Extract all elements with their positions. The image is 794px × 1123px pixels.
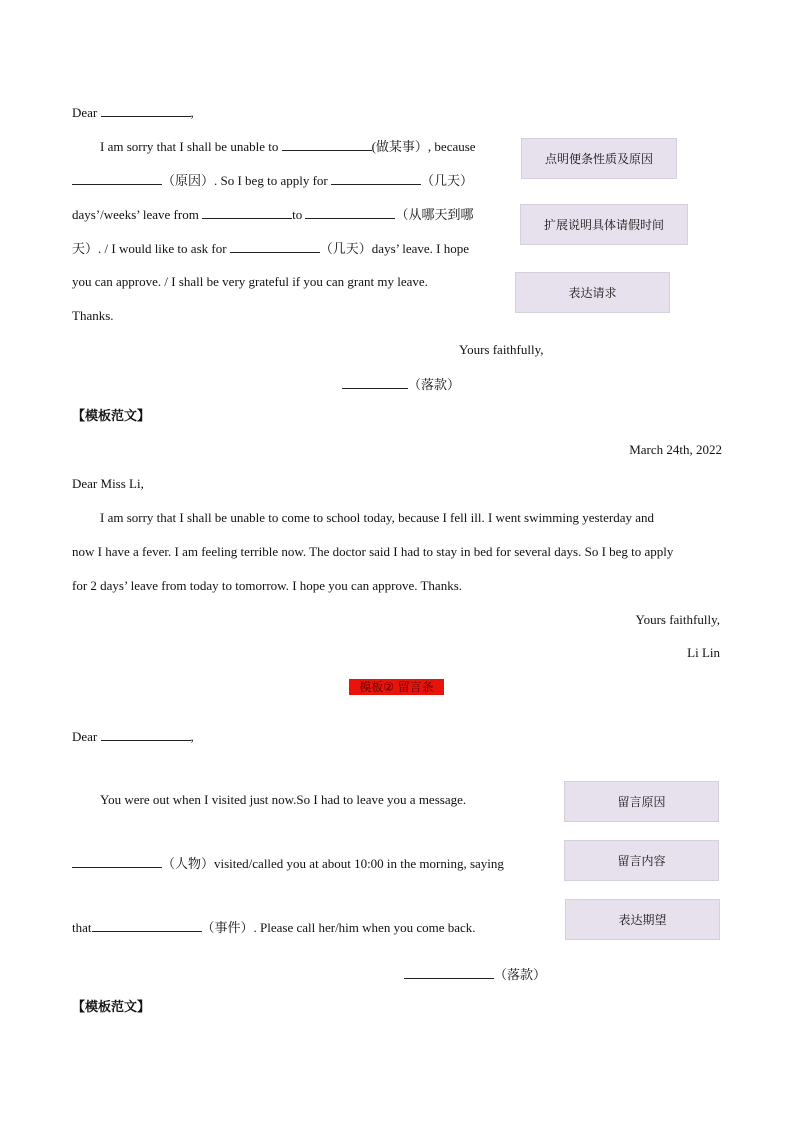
t2-line2: （人物）visited/called you at about 10:00 in the morning, saying (72, 856, 504, 870)
example1-body-line3: for 2 days’ leave from today to tomorrow. I hope you can approve. Thanks. (72, 578, 463, 593)
t2-line1: You were out when I visited just now.So I had to leave you a message. (100, 792, 467, 807)
t2-line3: that （事件）. Please call her/him when you come back. (72, 920, 476, 935)
note-box-leave-time: 扩展说明具体请假时间 (520, 204, 688, 245)
t1-greeting: Dear , (72, 105, 194, 120)
example1-closing: Yours faithfully, (635, 612, 720, 627)
example1-greeting: Dear Miss Li, (72, 476, 144, 491)
blank (282, 139, 372, 151)
t1-line2: （原因）. So I beg to apply for （几天） (72, 173, 473, 187)
blank (305, 207, 395, 219)
signature-blank (342, 377, 408, 389)
example1-body-line2: now I have a fever. I am feeling terrible now. The doctor said I had to stay in bed for several days. So I beg to apply (72, 544, 674, 559)
t1-closing: Yours faithfully, (459, 342, 544, 357)
t2-greeting: Dear , (72, 729, 194, 744)
note-box-purpose: 点明便条性质及原因 (521, 138, 677, 179)
example1-name: Li Lin (687, 645, 720, 660)
t1-line5: you can approve. / I shall be very grateful if you can grant my leave. (72, 274, 428, 289)
note-box-message-reason: 留言原因 (564, 781, 719, 822)
note-box-message-content: 留言内容 (564, 840, 719, 881)
blank (202, 207, 292, 219)
note-box-expectation: 表达期望 (565, 899, 720, 940)
t1-signature: （落款） (342, 377, 460, 391)
example2-heading: 【模板范文】 (72, 1000, 151, 1015)
blank (72, 173, 162, 185)
blank (331, 173, 421, 185)
example1-date: March 24th, 2022 (629, 442, 722, 457)
recipient-blank (101, 105, 191, 117)
template2-title: 模板② 留言条 (349, 679, 444, 695)
t2-signature: （落款） (404, 967, 546, 981)
t1-thanks: Thanks. (72, 308, 114, 323)
note-box-request: 表达请求 (515, 272, 670, 313)
example1-heading: 【模板范文】 (72, 409, 151, 424)
t1-line1: I am sorry that I shall be unable to (做某事）, because (100, 139, 476, 154)
t1-line4: 天）. / I would like to ask for （几天）days’ leave. I hope (72, 241, 470, 256)
signature-blank (404, 967, 494, 979)
blank (92, 920, 202, 932)
blank (230, 241, 320, 253)
blank (72, 856, 162, 868)
t1-line3: days’/weeks’ leave from to （从哪天到哪 (72, 207, 474, 222)
example1-body-line1: I am sorry that I shall be unable to come to school today, because I fell ill. I went swimming yesterday and (100, 510, 655, 525)
recipient-blank (101, 729, 191, 741)
